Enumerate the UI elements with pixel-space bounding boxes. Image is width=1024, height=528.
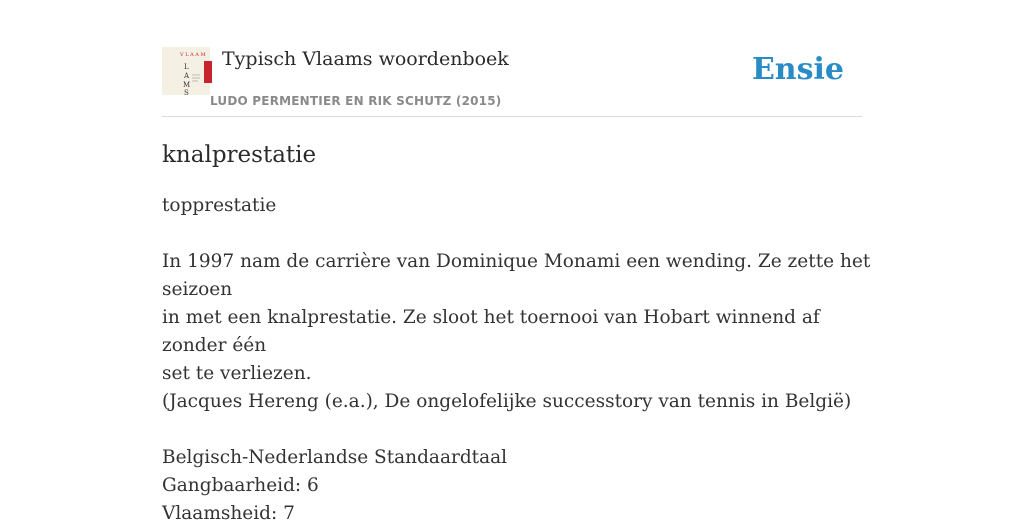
spacer [162, 416, 872, 444]
svg-text:L: L [184, 63, 189, 71]
ensie-logo-link[interactable]: Ensie [751, 52, 844, 87]
svg-text:A: A [184, 72, 190, 80]
svg-text:V L A A M: V L A A M [180, 52, 206, 58]
svg-text:S: S [184, 89, 189, 97]
dictionary-title[interactable]: Typisch Vlaams woordenboek [222, 48, 509, 70]
dictionary-header [162, 40, 862, 117]
entry-vlaamsheid: Vlaamsheid: 7 [162, 503, 295, 524]
entry-definition: topprestatie [162, 195, 277, 216]
dictionary-logo-icon[interactable] [162, 47, 210, 95]
dictionary-authors: LUDO PERMENTIER EN RIK SCHUTZ (2015) [210, 94, 502, 108]
entry-gangbaarheid: Gangbaarheid: 6 [162, 475, 319, 496]
svg-text:M: M [183, 81, 191, 89]
example-source: (Jacques Hereng (e.a.), De ongelofelijke successtory van tennis in België) [162, 391, 852, 412]
entry-body [162, 192, 872, 528]
example-line: in met een knalprestatie. Ze sloot het toernooi van Hobart winnend af zonder één [162, 307, 820, 356]
example-line: In 1997 nam de carrière van Dominique Monami een wending. Ze zette het seizoen [162, 251, 871, 300]
example-line: set te verliezen. [162, 363, 312, 384]
spacer [162, 220, 872, 248]
entry-register: Belgisch-Nederlandse Standaardtaal [162, 447, 508, 468]
entry-term: knalprestatie [162, 142, 317, 168]
